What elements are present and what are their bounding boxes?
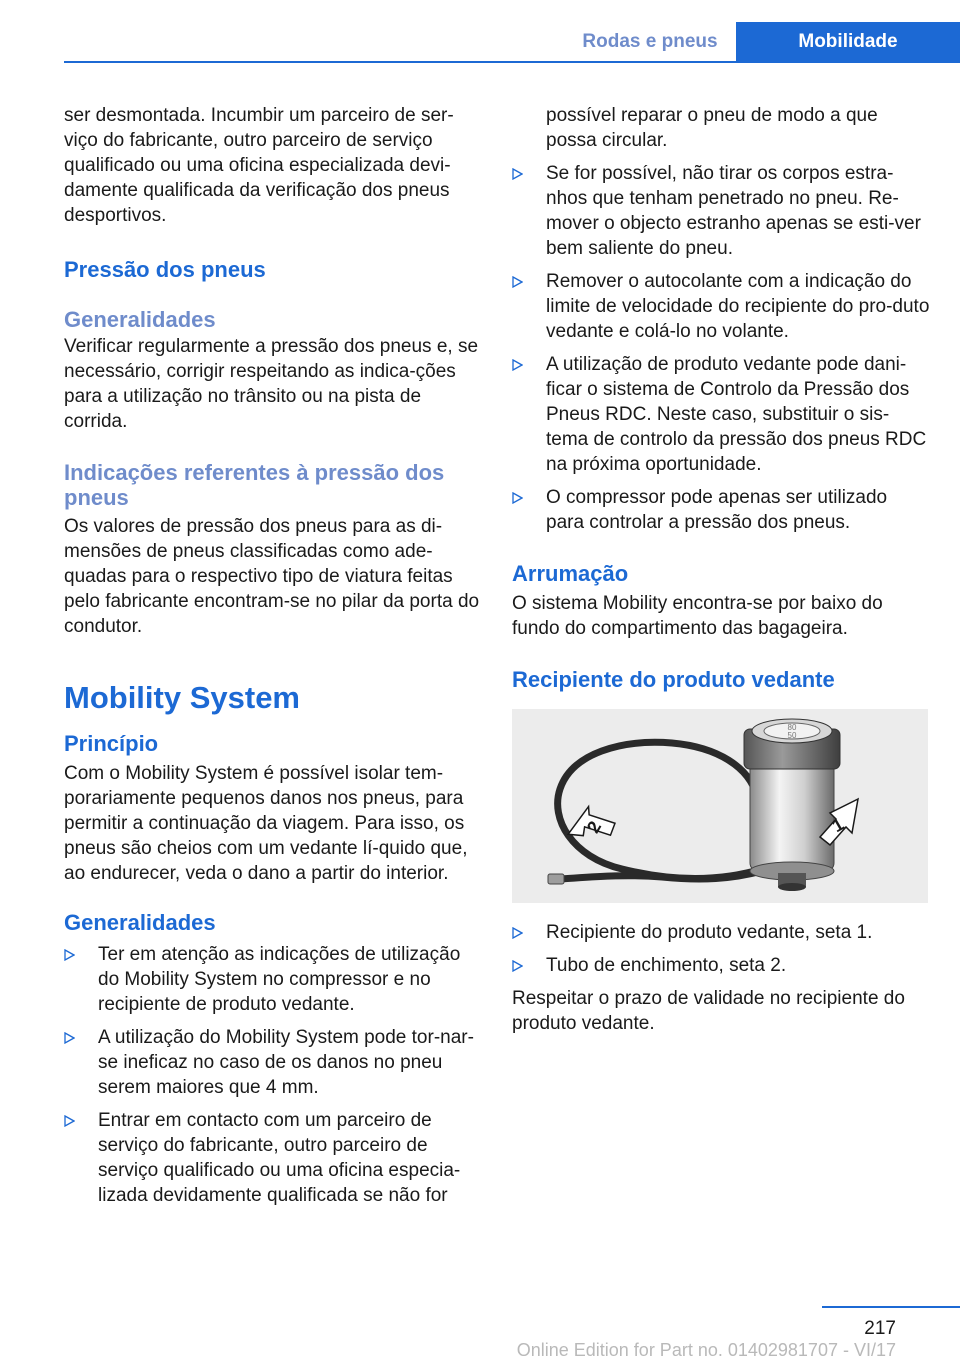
list-item-text: A utilização de produto vedante pode dani-ficar o sistema de Controlo da Pressão dos Pneus RDC. Neste caso, substituir o sis-tema de controlo da pressão dos pneus RDC na próxima oportunidade. [546,354,927,475]
arrow-2-label: 2 [582,817,606,837]
list-item-text: Recipiente do produto vedante, seta 1. [546,922,873,943]
footer-divider [822,1306,960,1308]
list-item [64,942,482,1017]
list-item [512,485,930,535]
triangle-bullet-icon [512,953,528,978]
triangle-bullet-icon [512,269,528,294]
principle-heading: Princípio [64,731,159,756]
intro-paragraph: ser desmontada. Incumbir um parceiro de ser-viço do fabricante, outro parceiro de serviço qualificado ou uma oficina especializada devi-damente qualificada da verificação dos pneus desportivos. [64,105,454,226]
list-item-text: Ter em atenção as indicações de utilização do Mobility System no compressor e no recipiente de produto vedante. [98,944,461,1015]
triangle-bullet-icon [64,1108,80,1133]
list-item-text: O compressor pode apenas ser utilizado para controlar a pressão dos pneus. [546,487,888,533]
header-tabs [564,22,960,62]
header-divider [64,61,960,63]
list-item [512,352,930,477]
sealant-container-illustration [512,709,928,903]
list-item [64,1108,482,1208]
triangle-bullet-icon [512,920,528,945]
triangle-bullet-icon [64,1025,80,1050]
triangle-bullet-icon [64,942,80,967]
list-item-text: Tubo de enchimento, seta 2. [546,955,787,976]
principle-paragraph: Com o Mobility System é possível isolar tem-porariamente pequenos danos nos pneus, para permitir a continuação da viagem. Para isso, os pneus são cheios com um vedante lí-quido que, ao endurecer, veda o dano a partir do interior. [64,763,468,884]
list-item [512,920,930,945]
triangle-bullet-icon [512,161,528,186]
mobility-system-heading: Mobility System [64,680,300,715]
list-item-text: Se for possível, não tirar os corpos estra-nhos que tenham penetrado no pneu. Re-mover o objecto estranho apenas se esti-ver bem saliente do pneu. [546,163,921,259]
indications-paragraph: Os valores de pressão dos pneus para as di-mensões de pneus classificadas como ade-quadas para o respectivo tipo de viatura feitas pelo fabricante encontram-se no pilar da porta do condutor. [64,516,480,637]
header-chapter-tab[interactable]: Mobilidade [736,22,960,62]
cap-top-label: 80 [787,723,797,732]
page-number: 217 [864,1318,896,1339]
storage-paragraph: O sistema Mobility encontra-se por baixo do fundo do compartimento das bagageira. [512,593,883,639]
storage-heading: Arrumação [512,561,629,586]
general-paragraph-1: Verificar regularmente a pressão dos pneus e, se necessário, corrigir respeitando as indica-ções para a utilização no trânsito ou na pista de corrida. [64,336,479,432]
arrow-1-label: 1 [828,813,848,837]
triangle-bullet-icon [512,352,528,377]
footer-edition: Online Edition for Part no. 01402981707 - VI/17 [516,1340,896,1360]
container-heading: Recipiente do produto vedante [512,667,835,692]
general-list [64,942,482,1208]
advice-list [512,161,930,535]
list-item [512,953,930,978]
list-item [64,1025,482,1100]
general-heading-2: Generalidades [64,910,216,935]
list-item-text: Remover o autocolante com a indicação do limite de velocidade do recipiente do pro-duto vedante e colá-lo no volante. [546,271,930,342]
indications-heading: Indicações referentes à pressão dos pneus [64,460,445,510]
list-item-text: A utilização do Mobility System pode tor-nar-se ineficaz no caso de os danos no pneu serem maiores que 4 mm. [98,1027,474,1098]
legend-list [512,920,930,978]
list-item-text: Entrar em contacto com um parceiro de serviço do fabricante, outro parceiro de serviço qualificado ou uma oficina especia-lizada devidamente qualificada se não for [98,1110,461,1206]
list-item [512,161,930,261]
left-column [64,103,482,1208]
right-column [512,103,930,1036]
triangle-bullet-icon [512,485,528,510]
continued-paragraph: possível reparar o pneu de modo a que possa circular. [546,105,878,151]
header-section-tab[interactable]: Rodas e pneus [564,22,736,62]
sealant-container-image [512,709,928,903]
list-item [512,269,930,344]
pressure-heading: Pressão dos pneus [64,257,266,282]
validity-paragraph: Respeitar o prazo de validade no recipiente do produto vedante. [512,988,905,1034]
cap-bottom-label: 50 [787,731,797,740]
general-heading-1: Generalidades [64,307,216,332]
